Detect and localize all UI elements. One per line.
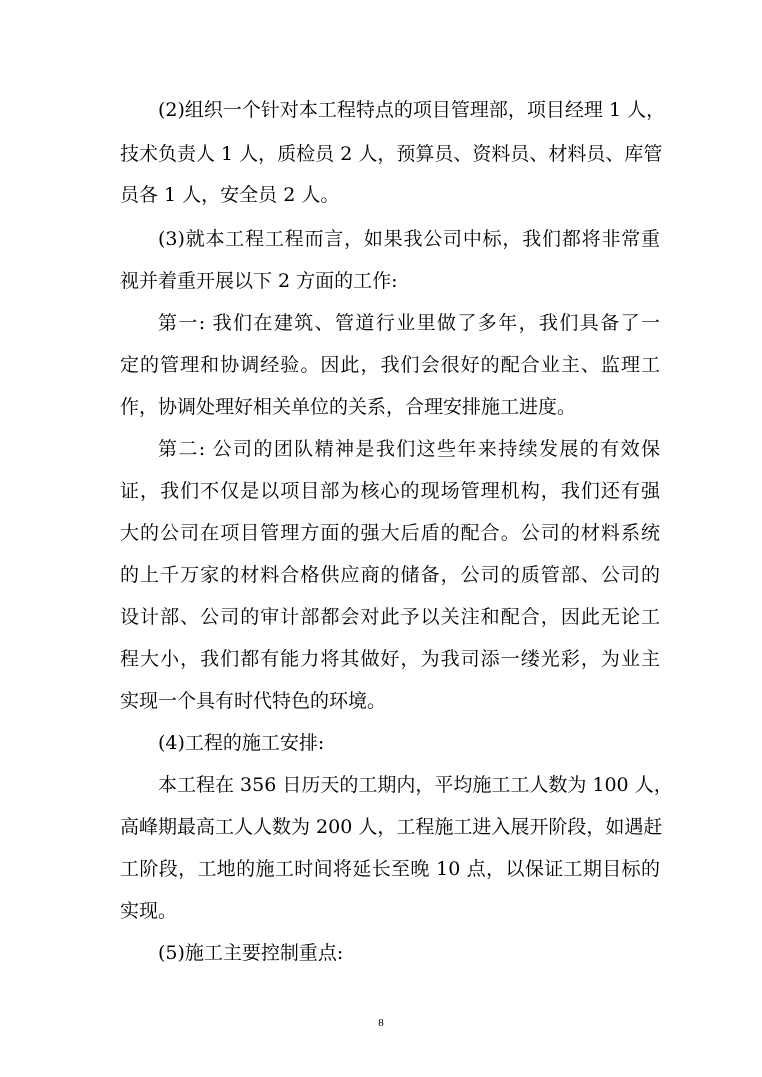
text-line: 高峰期最高工人人数为 200 人，工程施工进入展开阶段，如遇赶	[120, 816, 663, 838]
text-line: 本工程在 356 日历天的工期内，平均施工工人数为 100 人，	[158, 774, 673, 796]
text-line: (3)就本工程工程而言，如果我公司中标，我们都将非常重	[158, 228, 660, 250]
text-line: 作，协调处理好相关单位的关系，合理安排施工进度。	[120, 396, 577, 418]
text-line: 证，我们不仅是以项目部为核心的现场管理机构，我们还有强	[120, 480, 660, 502]
text-line: 实现一个具有时代特色的环境。	[120, 690, 387, 712]
text-line: (2)组织一个针对本工程特点的项目管理部，项目经理 1 人，	[158, 99, 666, 121]
text-line: 视并着重开展以下 2 方面的工作:	[120, 270, 398, 292]
text-line: 大的公司在项目管理方面的强大后盾的配合。公司的材料系统	[120, 522, 660, 544]
text-line: 程大小，我们都有能力将其做好，为我司添一缕光彩，为业主	[120, 648, 660, 670]
text-line: 设计部、公司的审计部都会对此予以关注和配合，因此无论工	[120, 606, 660, 628]
text-line: 工阶段，工地的施工时间将延长至晚 10 点，以保证工期目标的	[120, 858, 660, 880]
text-line: (4)工程的施工安排:	[158, 732, 325, 754]
text-line: 第一: 我们在建筑、管道行业里做了多年，我们具备了一	[158, 312, 660, 334]
text-line: 员各 1 人，安全员 2 人。	[120, 184, 340, 206]
text-line: 第二: 公司的团队精神是我们这些年来持续发展的有效保	[158, 438, 660, 460]
text-line: 技术负责人 1 人，质检员 2 人，预算员、资料员、材料员、库管	[120, 143, 663, 165]
text-line: (5)施工主要控制重点:	[158, 942, 344, 964]
text-line: 实现。	[120, 900, 178, 922]
text-line: 的上千万家的材料合格供应商的储备，公司的质管部、公司的	[120, 564, 660, 586]
text-line: 定的管理和协调经验。因此，我们会很好的配合业主、监理工	[120, 354, 660, 376]
page-number: 8	[378, 1017, 384, 1029]
